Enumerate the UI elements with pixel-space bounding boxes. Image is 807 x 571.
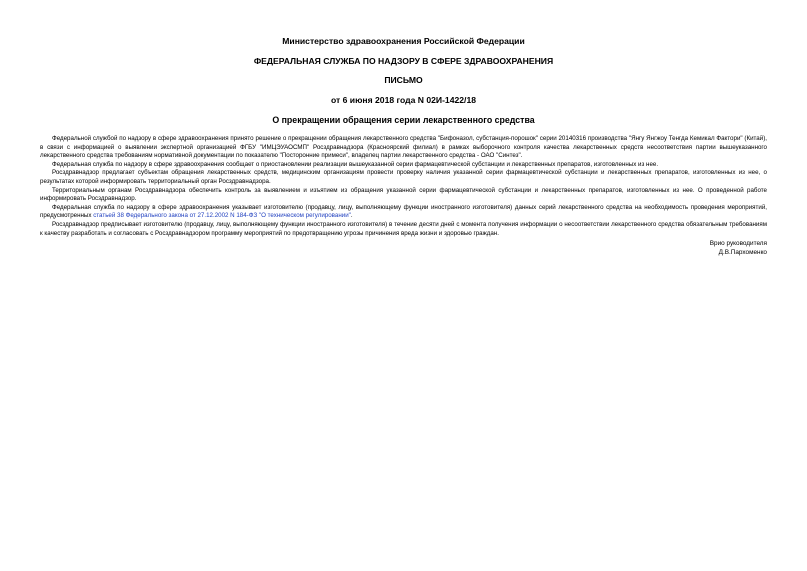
paragraph-suspension: Федеральная служба по надзору в сфере здравоохранения сообщает о приостановлении реализации вышеуказанной серии фармацевтической субстанции и лекарственных препаратов, изготовленных из нее. (52, 160, 659, 168)
paragraph-decision: Федеральной службой по надзору в сфере здравоохранения принято решение о прекращении обращения лекарственного средства "Бифоназол, субстанция-порошок" серии 20140316 производства "Янгу Янгжоу Тенгда Кемикал Фактори" (Китай), в связи с информацией о выявлении экспертной организацией ФГБУ "ИМЦЭУАОСМП" Росздравнадзора (Красноярский филиал) в рамках выборочного контроля качества лекарственных средств несоответствия партии вышеуказанного лекарственного средства требованиям нормативной документации по показателю "Посторонние примеси", владелец партии лекарственного средства - ОАО "Синтез". (40, 135, 767, 160)
paragraph-measures-end: . (350, 212, 353, 220)
document-body (40, 135, 767, 238)
signature-block (40, 239, 767, 257)
paragraph-prescription: Росздравнадзор предписывает изготовителю (продавцу, лицу, выполняющему функции иностранного изготовителя) в течение десяти дней с момента получения информации о несоответствии лекарственного средства обязательным требованиям к качеству разработать и согласовать с Росздравнадзором программу мероприятий по предотвращению угрозы причинения вреда жизни и здоровью граждан. (40, 220, 767, 237)
document-page (40, 36, 767, 257)
paragraph-inspection: Росздравнадзор предлагает субъектам обращения лекарственных средств, медицинским организациям провести проверку наличия указанной серии фармацевтической субстанции и лекарственных препаратов, изготовленных из нее, о результатах которой информировать территориальный орган Росздравнадзора. (40, 169, 767, 185)
service-name: ФЕДЕРАЛЬНАЯ СЛУЖБА ПО НАДЗОРУ В СФЕРЕ ЗДРАВООХРАНЕНИЯ (253, 56, 554, 66)
paragraph-measures-text: Федеральная служба по надзору в сфере здравоохранения указывает изготовителю (продавцу, лицу, выполняющему функции иностранного изготовителя) данных серий лекарственного средства на необходимость проведения мероприятий, предусмотренных (40, 203, 767, 220)
document-type: ПИСЬМО (384, 75, 423, 85)
signature-position: Врио руководителя (709, 240, 767, 248)
paragraph-control: Территориальным органам Росздравнадзора обеспечить контроль за выявлением и изъятием из обращения указанной серии фармацевтической субстанции и лекарственных препаратов, изготовленных из нее. О проведенной работе информировать Росздравнадзор. (40, 186, 767, 203)
law-article-link[interactable]: статьей 38 Федерального закона от 27.12.2002 N 184-ФЗ "О техническом регулировании" (93, 212, 351, 220)
signature-name: Д.В.Пархоменко (718, 249, 767, 257)
document-date-number: от 6 июня 2018 года N 02И-1422/18 (331, 95, 476, 105)
paragraph-measures (40, 204, 767, 221)
ministry-name: Министерство здравоохранения Российской Федерации (282, 36, 525, 46)
document-subject: О прекращении обращения серии лекарственного средства (272, 115, 535, 125)
